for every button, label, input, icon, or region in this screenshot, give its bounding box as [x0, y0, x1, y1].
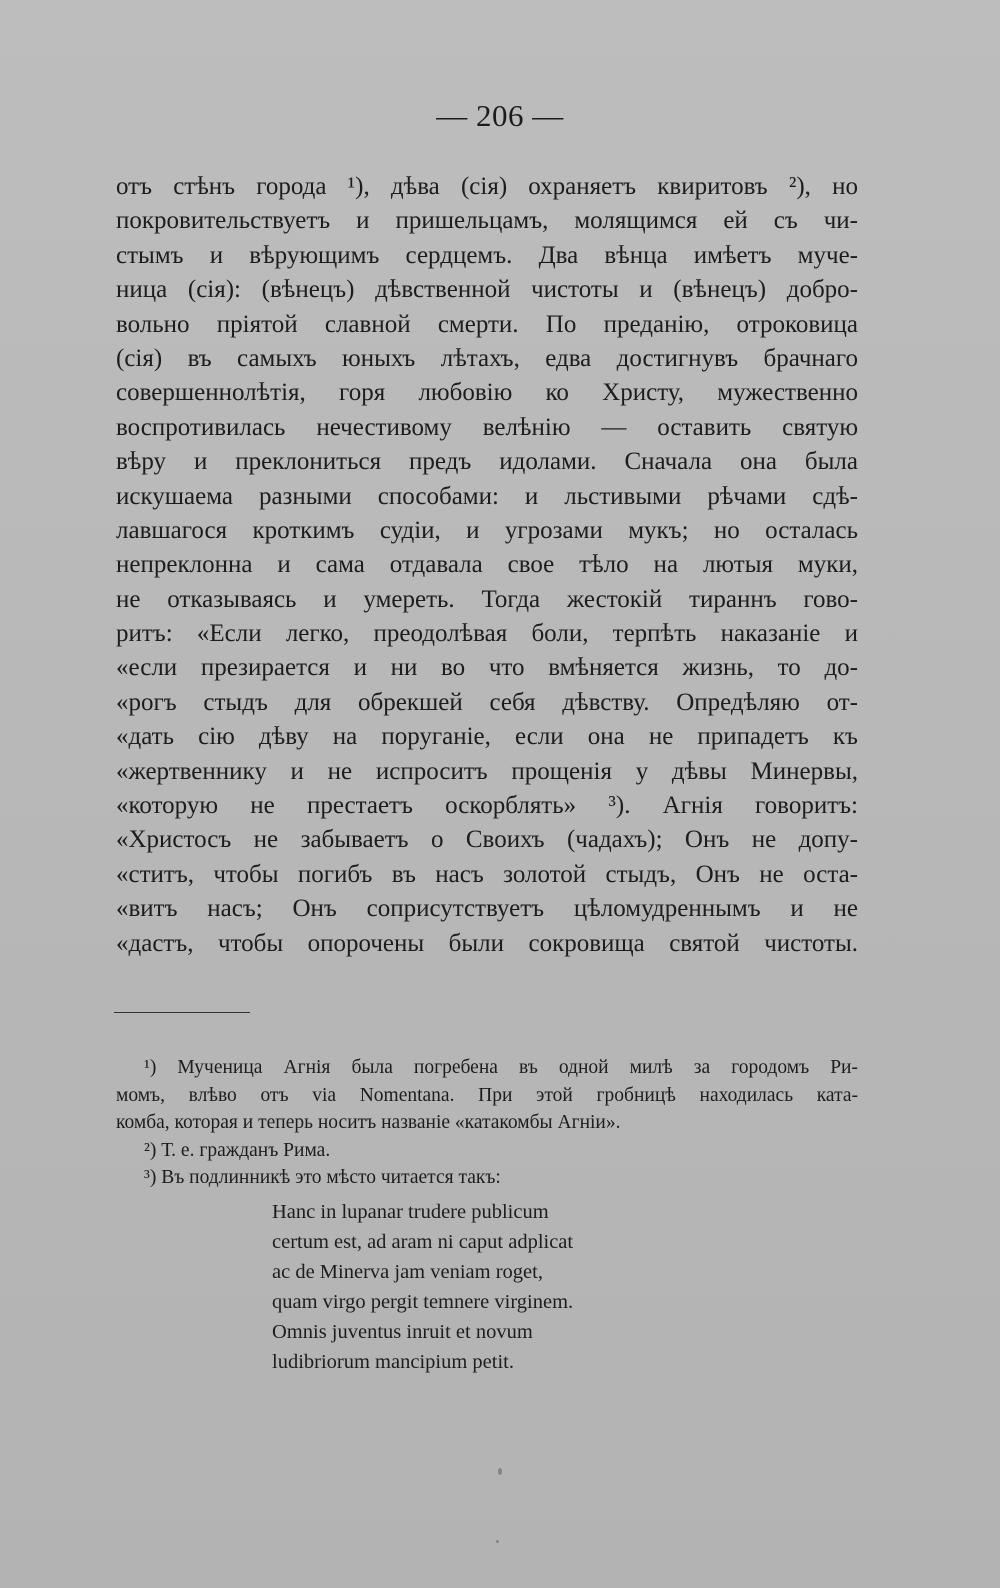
page-number: — 206 —: [436, 98, 564, 133]
text-line: «дастъ, чтобы опорочены были сокровища святой чистоты.: [116, 929, 858, 957]
paper-speck: [498, 1468, 502, 1475]
footnote-line: ³) Въ подлинникѣ это мѣсто читается такъ:: [144, 1167, 501, 1188]
text-line: «дать сію дѣву на поруганіе, если она не припадетъ къ: [116, 723, 858, 751]
text-line: «рогъ стыдъ для обрекшей себя дѣвству. Опредѣляю от-: [116, 688, 858, 716]
text-line: «витъ насъ; Онъ соприсутствуетъ цѣломудреннымъ и не: [116, 895, 858, 923]
verse-line: quam virgo pergit temnere virginem.: [272, 1291, 574, 1313]
text-line: (сія) въ самыхъ юныхъ лѣтахъ, едва достигнувъ брачнаго: [116, 344, 858, 372]
text-line: «Христосъ не забываетъ о Своихъ (чадахъ); Онъ не допу-: [116, 826, 858, 854]
verse-line: ludibriorum mancipium petit.: [272, 1351, 514, 1373]
text-line: ница (сія): (вѣнецъ) дѣвственной чистоты и (вѣнецъ) добро-: [116, 276, 858, 304]
text-line: ритъ: «Если легко, преодолѣвая боли, терпѣть наказаніе и: [116, 620, 858, 648]
latin-verse-quote: [272, 1197, 573, 1377]
text-line: «которую не престаетъ оскорблять» ³). Агнія говоритъ:: [116, 792, 858, 820]
text-line: совершеннолѣтія, горя любовію ко Христу, мужественно: [116, 379, 858, 407]
verse-line: Hanc in lupanar trudere publicum: [272, 1201, 549, 1223]
text-line: вольно пріятой славной смерти. По преданію, отроковица: [116, 310, 858, 338]
main-text: [116, 170, 858, 961]
footnote-line: комба, которая и теперь носитъ названіе «катакомбы Агніи».: [116, 1112, 621, 1133]
text-line: лавшагося кроткимъ судіи, и угрозами мукъ; но осталась: [116, 516, 858, 544]
text-line: покровительствуетъ и пришельцамъ, молящимся ей съ чи-: [116, 207, 858, 235]
verse-line: ac de Minerva jam veniam roget,: [272, 1261, 543, 1283]
text-line: «если презирается и ни во что вмѣняется жизнь, то до-: [116, 654, 858, 682]
text-line: непреклонна и сама отдавала свое тѣло на лютыя муки,: [116, 551, 858, 579]
footnote-line: ¹) Мученица Агнія была погребена въ одной милѣ за городомъ Ри-: [144, 1057, 858, 1078]
footnote-separator: [114, 1012, 250, 1013]
text-line: отъ стѣнъ города ¹), дѣва (сія) охраняетъ квиритовъ ²), но: [116, 173, 858, 200]
footnote-line: момъ, влѣво отъ via Nomentana. При этой гробницѣ находилась ката-: [116, 1084, 858, 1106]
text-line: воспротивилась нечестивому велѣнію — оставить святую: [116, 413, 858, 441]
text-line: стымъ и вѣрующимъ сердцемъ. Два вѣнца имѣетъ муче-: [116, 241, 858, 269]
text-line: «жертвеннику и не испроситъ прощенія у дѣвы Минервы,: [116, 757, 858, 785]
verse-line: Omnis juventus inruit et novum: [272, 1321, 533, 1343]
paper-speck: [496, 1540, 499, 1543]
footnotes: [116, 1054, 858, 1192]
footnote-line: ²) Т. е. гражданъ Рима.: [144, 1139, 331, 1161]
text-line: «ститъ, чтобы погибъ въ насъ золотой стыдъ, Онъ не оста-: [116, 860, 858, 888]
verse-line: certum est, ad aram ni caput adplicat: [272, 1231, 574, 1253]
text-line: вѣру и преклониться предъ идолами. Сначала она была: [116, 448, 858, 476]
text-line: искушаема разными способами: и льстивыми рѣчами сдѣ-: [116, 482, 858, 510]
text-line: не отказываясь и умереть. Тогда жестокій тираннъ гово-: [116, 585, 858, 613]
